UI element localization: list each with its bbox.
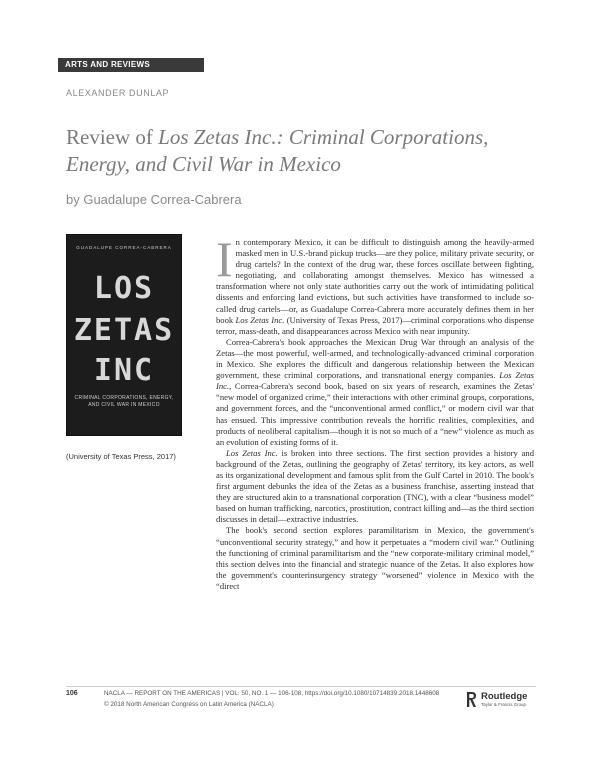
review-author: ALEXANDER DUNLAP	[66, 88, 170, 98]
footer-divider	[66, 686, 536, 687]
paragraph-3	[216, 448, 534, 526]
p3-text-b: is broken into three sections. The first section provides a history and background of the Zetas, outlining the geography of Zetas' territory, its key actors, as well as its organizational development and famous split from the Gulf Cartel in 2010. The book's first argument debunks the idea of the Zetas as a business franchise, asserting instead that they are structured akin to a transnational corporation (TNC), with a clear “business model” based on human trafficking, narcotics, prostitution, contract killing and—as the third section discusses in detail—extractive industries.	[216, 447, 534, 525]
article-body	[216, 231, 534, 592]
p1-book-title: Los Zetas Inc.	[235, 314, 285, 325]
cover-author: GUADALUPE CORREA-CABRERA	[76, 245, 172, 250]
section-label: ARTS AND REVIEWS	[58, 58, 204, 72]
journal-citation: NACLA — REPORT ON THE AMERICAS | VOL. 50, NO. 1 — 106-108, https://doi.org/10.1080/10714839.2018.1448608	[104, 690, 440, 697]
cover-title-line1: LOS	[93, 271, 155, 306]
title-prefix: Review of	[66, 125, 159, 149]
p1-text-a: n contemporary Mexico, it can be difficult to distinguish among the heavily-armed masked men in U.S.-brand pickup trucks—are they police, military private security, or drug cartels? In the context of the drug war, these forces oscillate between fighting, negotiating, and collaborating amongst themselves. Mexico has witnessed a transformation where not only state authorities carry out the work of intimidating political dissents and enforcing land evictions, but such activities have transformed to include so-called drug cartels—or, as Guadalupe Correa-Cabrera more accurately defines them in her book	[216, 237, 534, 325]
paragraph-1	[216, 231, 534, 337]
publisher-logo	[466, 691, 536, 711]
drop-cap: I	[216, 231, 233, 287]
copyright-notice: © 2018 North American Congress on Latin America (NACLA)	[104, 701, 274, 708]
cover-subtitle: CRIMINAL CORPORATIONS, ENERGY, AND CIVIL WAR IN MEXICO	[74, 395, 174, 408]
book-cover-image	[66, 234, 182, 436]
cover-caption: (University of Texas Press, 2017)	[66, 452, 176, 461]
cover-title-line2: ZETAS	[73, 313, 175, 348]
cover-title-line3: INC	[93, 353, 155, 388]
p1-text-b: (University of Texas Press, 2017)—criminal corporations who dispense terror, mass-death, and disappearances across Mexico with near impunity.	[216, 314, 534, 336]
routledge-mark-icon	[466, 691, 477, 708]
p2-text-b: , Correa-Cabrera's second book, based on six years of research, examines the Zetas' “new model of organized crime,” their interactions with other criminal groups, corporations, and government forces, and the “unconventional armed conflict,” or modern civil war that has ensued. This impressive contribution reveals the horrific realities, complexities, and products of neoliberal capitalism—though it is not so much of a “new” violence as much as an evolution of existing forms of it.	[216, 381, 534, 447]
paragraph-2	[216, 337, 534, 448]
paragraph-4: The book's second section explores paramilitarism in Mexico, the government's “unconventional security strategy,” and how it perpetuates a “modern civil war.” Outlining the functioning of criminal paramilitarism and the “new corporate-military criminal model,” this section delves into the financial and strategic nuance of the Zetas. It also explores how the government's counterinsurgency strategy “worsened” violence in Mexico with the “direct	[216, 525, 534, 591]
title-book-name: Los Zetas Inc.: Criminal Corporations, Energy, and Civil War in Mexico	[66, 125, 489, 176]
publisher-name: Routledge	[481, 691, 528, 702]
p3-book-title: Los Zetas Inc.	[226, 447, 278, 458]
p2-book-title: Los Zetas Inc.	[216, 370, 534, 392]
page-number: 106	[66, 690, 78, 697]
p2-text-a: Correa-Cabrera's book approaches the Mexican Drug War through an analysis of the Zetas—the most powerful, well-armed, and technologically-advanced criminal corporation in Mexico. She explores the difficult and dangerous relationship between the Mexican government, these criminal corporations, and transnational energy companies.	[216, 336, 534, 381]
article-title	[66, 124, 536, 178]
book-author-byline: by Guadalupe Correa-Cabrera	[66, 192, 242, 207]
publisher-group: Taylor & Francis Group	[481, 702, 526, 707]
